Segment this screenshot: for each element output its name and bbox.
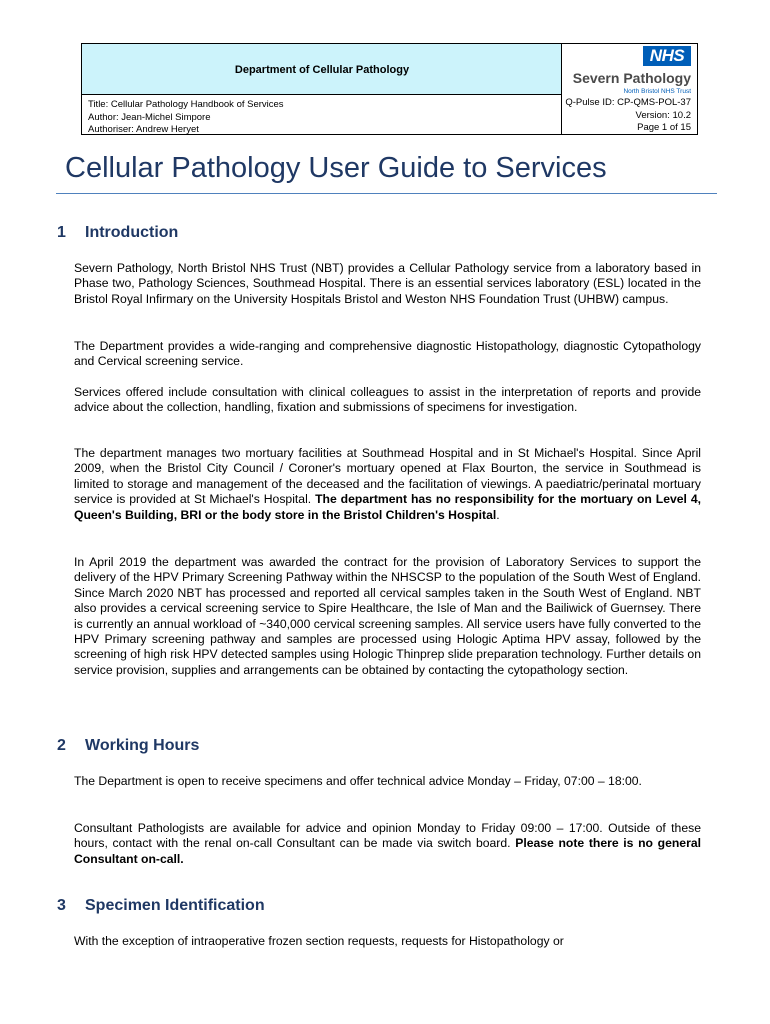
- paragraph-bold-note: The department has no responsibility for the mortuary on Level 4, Queen's Building, BRI or the body store in the Bristol Children's Hospital: [74, 492, 701, 522]
- paragraph: The Department provides a wide-ranging and comprehensive diagnostic Histopathology, diagnostic Cytopathology and Cervical screening service.: [74, 339, 701, 369]
- section-number: 2: [57, 737, 66, 754]
- page-number: Page 1 of 15: [637, 122, 691, 133]
- document-title: Cellular Pathology User Guide to Services: [65, 152, 607, 184]
- header-department-cell: [82, 44, 562, 95]
- department-name: Department of Cellular Pathology: [234, 64, 410, 76]
- paragraph-end: .: [496, 507, 500, 522]
- trust-name: North Bristol NHS Trust: [623, 88, 691, 95]
- paragraph: With the exception of intraoperative frozen section requests, requests for Histopathology or: [74, 934, 564, 948]
- section-title: Specimen Identification: [85, 897, 265, 914]
- document-header-table: [81, 43, 698, 135]
- section-number: 1: [57, 224, 66, 241]
- paragraph: The Department is open to receive specimens and offer technical advice Monday – Friday, 07:00 – 18:00.: [74, 774, 642, 788]
- section-title: Working Hours: [85, 737, 200, 754]
- section-heading-introduction: [57, 224, 178, 242]
- header-control-cell: [562, 95, 697, 134]
- paragraph-bold-note: Please note there is no general Consultant on-call.: [74, 836, 701, 866]
- paragraph: Severn Pathology, North Bristol NHS Trust (NBT) provides a Cellular Pathology service from a laboratory based in Phase two, Pathology Sciences, Southmead Hospital. There is an essential services laboratory (ESL) located in the Bristol Royal Infirmary on the University Hospitals Bristol and Weston NHS Foundation Trust (UHBW) campus.: [74, 261, 701, 306]
- authoriser: Authoriser: Andrew Heryet: [88, 124, 199, 135]
- paragraph: In April 2019 the department was awarded the contract for the provision of Laboratory Services to support the delivery of the HPV Primary Screening Pathway within the NHSCSP to the population of the South West of England. Since March 2020 NBT has processed and reported all cervical samples taken in the South West of England. NBT also provides a cervical screening service to Spire Healthcare, the Isle of Man and the Bailiwick of Guernsey. There is currently an annual workload of ~340,000 cervical screening samples. All service users have fully converted to the HPV Primary screening pathway and samples are processed using Hologic Aptima HPV assay, followed by the screening of high risk HPV detected samples using Hologic Thinprep slide preparation technology. Further details on service provision, supplies and arrangements can be obtained by contacting the cytopathology section.: [74, 555, 701, 677]
- section-number: 3: [57, 897, 66, 914]
- title-divider: [56, 193, 717, 194]
- handbook-title: Title: Cellular Pathology Handbook of Services: [88, 99, 284, 110]
- paragraph-text: Consultant Pathologists are available for advice and opinion Monday to Friday 09:00 – 17:00. Outside of these hours, contact with the renal on-call Consultant can be made via switch board.: [74, 821, 701, 851]
- paragraph: [74, 446, 701, 523]
- section-heading-specimen-identification: [57, 897, 265, 915]
- paragraph: [74, 821, 701, 867]
- author: Author: Jean-Michel Simpore: [88, 111, 211, 123]
- qpulse-id: Q-Pulse ID: CP-QMS-POL-37: [565, 97, 691, 108]
- header-logo-cell: [562, 44, 697, 95]
- version: Version: 10.2: [635, 109, 691, 121]
- section-title: Introduction: [85, 224, 179, 241]
- severn-pathology-logo: Severn Pathology: [572, 70, 691, 86]
- header-doc-info-cell: [82, 95, 562, 134]
- section-heading-working-hours: [57, 737, 199, 755]
- nhs-logo: NHS: [643, 46, 691, 66]
- paragraph-text: The department manages two mortuary facilities at Southmead Hospital and in St Michael's Hospital. Since April 2009, when the Bristol City Council / Coroner's mortuary opened at Flax Bourton, the service in Southmead is limited to storage and management of the deceased and the facilitation of viewings. A paediatric/perinatal mortuary service is provided at St Michael's Hospital.: [74, 446, 701, 507]
- paragraph: Services offered include consultation with clinical colleagues to assist in the interpretation of reports and provide advice about the collection, handling, fixation and submissions of specimens for investigation.: [74, 385, 701, 415]
